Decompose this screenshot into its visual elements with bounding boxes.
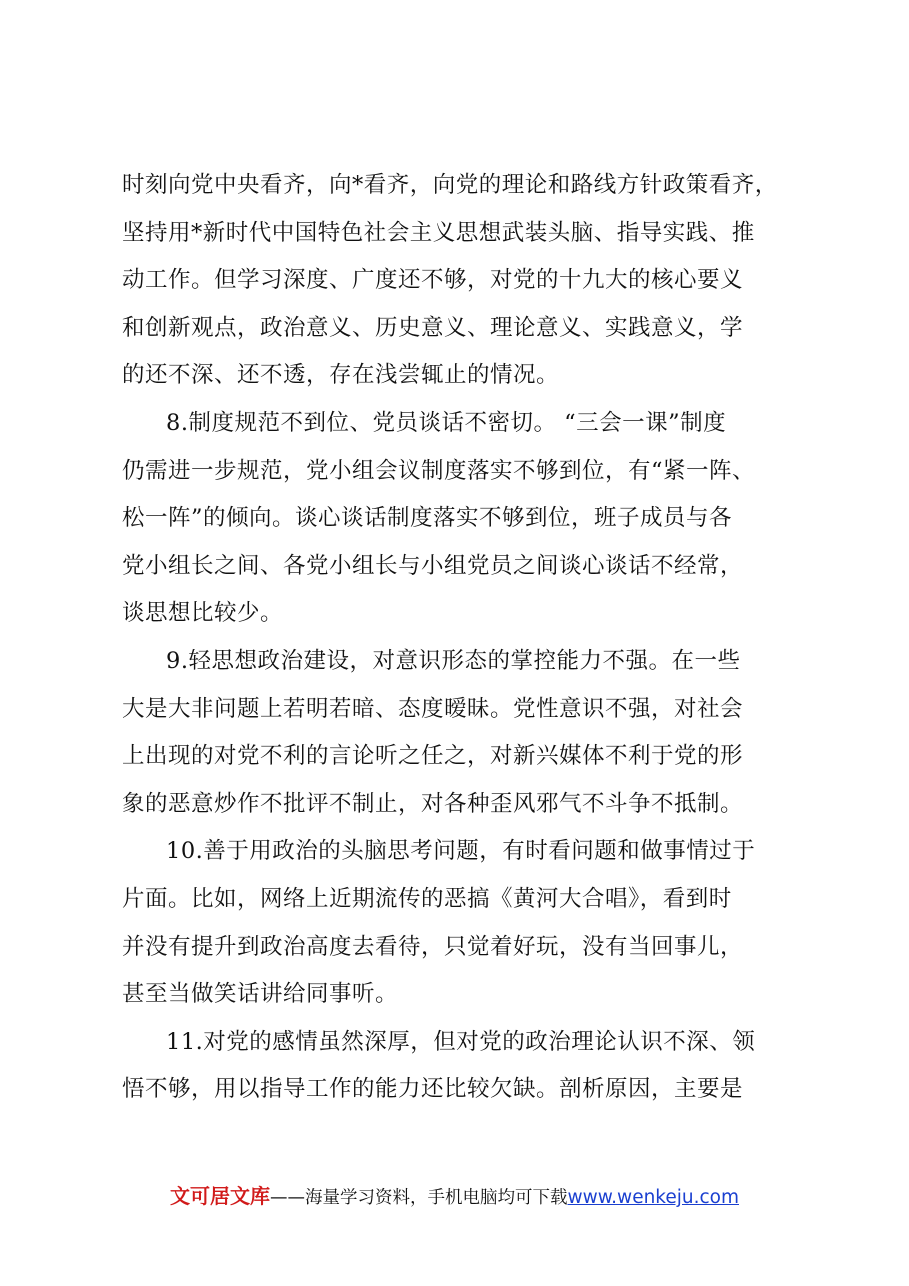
paragraph-8-heading: 8.制度规范不到位、党员谈话不密切。 “三会一课”制度	[166, 409, 727, 436]
page-footer	[0, 1180, 909, 1209]
text-line: 并没有提升到政治高度去看待，只觉着好玩，没有当回事儿，	[122, 933, 744, 960]
text-line: 松一阵”的倾向。谈心谈话制度落实不够到位，班子成员与各	[122, 505, 733, 532]
text-line: 的还不深、还不透，存在浅尝辄止的情况。	[122, 362, 560, 389]
document-body	[122, 162, 802, 1114]
text-line: 上出现的对党不利的言论听之任之，对新兴媒体不利于党的形	[122, 743, 744, 770]
text-line: 和创新观点，政治意义、历史意义、理论意义、实践意义，学	[122, 314, 744, 341]
text-line: 时刻向党中央看齐，向*看齐，向党的理论和路线方针政策看齐，	[122, 172, 778, 198]
footer-link[interactable]: www.wenkeju.com	[567, 1187, 739, 1208]
text-line: 仍需进一步规范，党小组会议制度落实不够到位，有“紧一阵、	[122, 457, 756, 484]
footer-tagline: ——海量学习资料，手机电脑均可下载	[269, 1188, 568, 1208]
paragraph-10-heading: 10.善于用政治的头脑思考问题，有时看问题和做事情过于	[166, 838, 756, 865]
text-line: 谈思想比较少。	[122, 600, 284, 627]
paragraph-11-heading: 11.对党的感情虽然深厚，但对党的政治理论认识不深、领	[166, 1028, 756, 1055]
text-line: 坚持用*新时代中国特色社会主义思想武装头脑、指导实践、推	[122, 219, 755, 246]
text-line: 片面。比如，网络上近期流传的恶搞《黄河大合唱》，看到时	[122, 885, 732, 912]
text-line: 大是大非问题上若明若暗、态度暧昧。党性意识不强，对社会	[122, 695, 744, 722]
footer-brand: 文可居文库	[169, 1184, 270, 1208]
text-line: 动工作。但学习深度、广度还不够，对党的十九大的核心要义	[122, 267, 744, 294]
text-line: 甚至当做笑话讲给同事听。	[122, 981, 399, 1008]
text-line: 党小组长之间、各党小组长与小组党员之间谈心谈话不经常，	[122, 552, 744, 579]
paragraph-9-heading: 9.轻思想政治建设，对意识形态的掌控能力不强。在一些	[166, 647, 741, 674]
text-line: 象的恶意炒作不批评不制止，对各种歪风邪气不斗争不抵制。	[122, 790, 744, 817]
text-line: 悟不够，用以指导工作的能力还比较欠缺。剖析原因，主要是	[122, 1076, 744, 1103]
